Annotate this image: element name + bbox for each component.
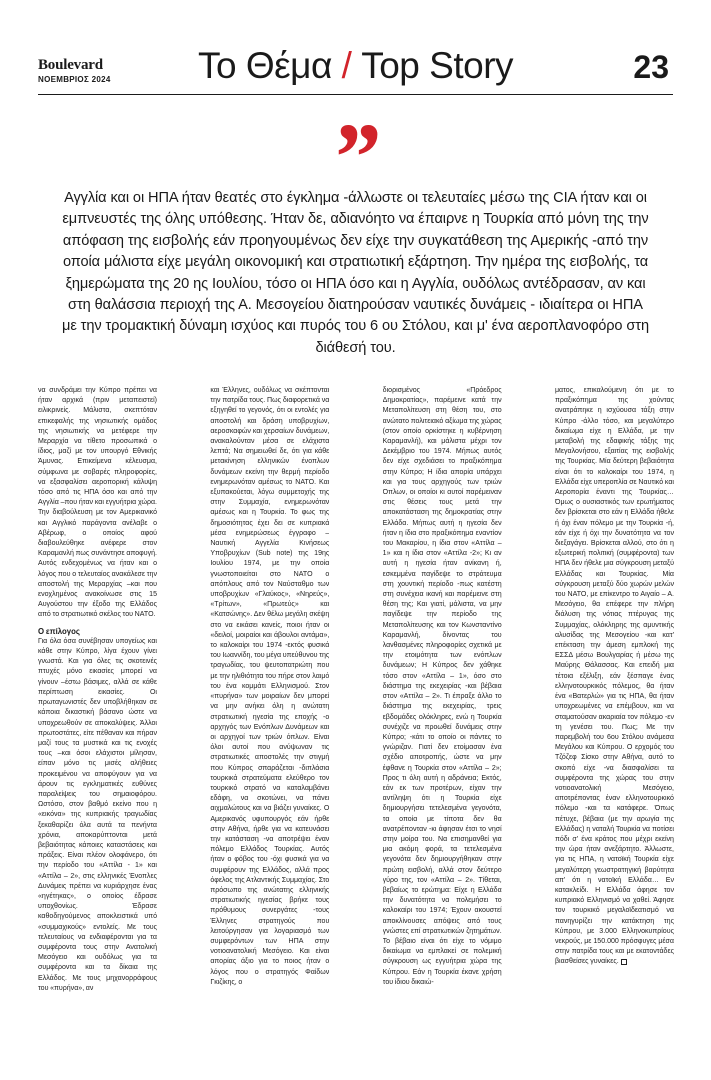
article-column-3 bbox=[383, 386, 502, 1066]
section-title-right: Top Story bbox=[361, 45, 514, 86]
subheading: Ο επίλογος bbox=[38, 626, 80, 636]
article-column-4 bbox=[555, 386, 674, 1066]
issue-date: ΝΟΕΜΒΡΙΟΣ 2024 bbox=[38, 75, 111, 84]
article-paragraph: να συνδράμει την Κύπρο πρέπει να ήταν αρχικά (πριν μεταπειστεί) ειλικρινείς. Μάλιστα, σκεπτόταν επικεφαλής της νησιωτικής ομάδος της νησιωτικής να μετέφερε την Μεραρχία να τίθετο προσωπικά ο ίδιος, μαζί με τον υπουργό Εθνικής Άμυνας. Επικείμενα κέλευσμα, σύμφωνα με σοβαρές πληροφορίες, να εξασφαλίσει αεροπορική κάλυψη τόσο από τις ΗΠΑ όσο και από την Αγγλία –που ήταν και εγγυήτρια χώρα. Την διαβούλευση με τον Αμερικανικό και Αγγλικό παράγοντα ανέλαβε ο Αβέρωφ, ο οποίος αφού διαβουλεύθηκε ανέφερε στον Καραμανλή πως συνάντησε αποφυγή. Αυτός ενδεχομένως να ήταν και ο λόγος που ο τελευταίος ανακάλεσε την αποστολή της Μεραρχίας –και που ενοχλημένος ανακοίνωσε στις 15 Αυγούστου την έξοδο της Ελλάδος από το στρατιωτικό σκέλος του ΝΑΤΟ. bbox=[38, 387, 157, 619]
page-number: 23 bbox=[633, 49, 669, 85]
brand-name: Boulevard bbox=[38, 57, 103, 73]
article-paragraph: Για όλα όσα συνέβησαν υπογείως και κάθε στην Κύπρο, λίγα έχουν γίνει γνωστά. Και για όλες τις σκοτεινές πτυχές μόνο εικασίες μπορεί να γίνουν –έστω βάσιμες, αλλά σε κάθε περίπτωση εικασίες. Οι πρωταγωνιστές δεν υποβλήθηκαν σε κάποια δικαστική βάσανο ώστε να υποχρεωθούν σε αποκαλύψεις. Άλλοι πρωτοστάτες, είτε πέθαναν και πήραν μαζί τους τα μυστικά και τις ενοχές τους –και όσοι ελάχιστοι μίλησαν, είπαν μόνο τις μισές αλήθειες προκειμένου να αποφύγουν για να άρουν τις εγκληματικές ευθύνες παραλείψεις του σημαιοφόρου. Ωστόσο, στον βαθμό εκείνο που η «εικόνα» της κυπριακής τραγωδίας ξεκαθαρίζει όλα αυτά τα πενήντα χρόνια, αποκαρύπτονται μετά βεβαιότητας κάποιες καταστάσεις και πράξεις. Είναι πλέον ολοφάνερο, ότι την περίοδο του «Αττίλα - 1» και «Αττίλα – 2», στις ελληνικές Ένοπλες Δυνάμεις πρέπει να κυριάρχησε ένας «ηγέτηκας», ο οποίος έδρασε υποχθονίως. Έδρασε καθοδηγούμενος αποκλειστικά υπό «συμμαχικούς» εντολείς. Με τους τελευταίους να ενδιαφέρονται για τα συμφέροντα τους στην Ανατολική Μεσόγειο και ουδόλως για τα συμφέροντα και τα δίκαια της Ελλάδος. Με τους μηχανορράφους του «πυρήνα», αν bbox=[38, 637, 157, 992]
section-title bbox=[0, 44, 711, 88]
section-title-slash: / bbox=[341, 45, 352, 86]
article-paragraph: και Έλληνες, ουδόλως να σκέπτονται την πατρίδα τους. Πως διαφορετικά να εξηγηθεί το γεγονός, ότι οι εντολές για αποστολή και δράση υποβρυχίων, αεροσκαφών και χερσαίων δυνάμεων, ανακαλούνταν μέσα σε ελάχιστα λεπτά; Να σημειωθεί δε, ότι για κάθε μετακίνηση ελληνικών ένοπλων δυνάμεων εκείνη την θερμή περίοδο ενημερωνόταν αμέσως το ΝΑΤΟ. Και εξυπακούεται, λόγω συμμετοχής της στην Συμμαχία, ενημερωνόταν αμέσως και η Τουρκία. Το φως της δημοσιότητας έχει δει σε κυπριακά μέσα ενημερώσεως έγγραφο – Ναυτική Αγγελία Κινήσεως Υποβρυχίων (Sub note) της 19ης Ιουλίου 1974, με την οποία γνωστοποιείται στο ΝΑΤΟ ο απόπλους από τον Ναύσταθμο των υποβρυχίων «Γλαύκος», «Νηρεύς», «Τρίτων», «Πρωτεύς» και «Κατσώνης». Δεν θέλω μεγάλη σκέψη στο να εικάσει κανείς, ποιοι ήταν οι «δειλοί, μοιραίοι και άβουλοι αντάμα», το καλοκαίρι του 1974 -εκτός φυσικά του Ιωαννίδη, του μέγα υπεύθυνου της τραγωδίας, του ψευτοπατριώτη που με την ηλιθιότητα του πήρε στον λαιμό του ένα κομμάτι Ελληνισμού. Στον «πυρήνα» των μοιραίων δεν μπορεί να μην ανήκει όλη η ανώτατη στρατιωτική ηγεσία της εποχής -ο αρχηγός των Ενόπλων Δυνάμεων και οι αρχηγοί των τριών όπλων. Είναι όλοι αυτοί που ανύψωναν τις στρατιωτικές αποστολές την στιγμή που Κύπρος σπαράζεται -διπλάσια τουρκικά στρατεύματα ελεύθερο τον τουρκικό στρατό να καταλαμβάνει εδάφη, να σκοτώνει, να πάνει αιχμαλώτους και να βιάζει γυναίκες. Ο Αμερικανός υφυπουργός εάν ήρθε στην Αθήνα, ήρθε για να κατευνάσει την κατάσταση -να αποτρέψει έναν πόλεμο Ελλάδος Τουρκίας. Αυτός ήταν ο φόβος του -όχι φυσικά για να συμφέρουν της Ελλάδος, αλλά προς όφελος της Ατλαντικής Συμμαχίας. Στο πρόσωπο της ανώτατης ελληνικής στρατιωτικής ηγεσίας βρήκε τους πρόθυμους συνεργάτες -τους Έλληνες στρατηγούς που λειτούργησαν για λογαριασμό των συμφερόντων των ΗΠΑ στην νοτιοανατολική Μεσόγειο. Και είναι απορίας άξιο για το ποιος ήταν ο λόγος που ο στρατηγός Φαίδων Γκιζίκης, ο bbox=[210, 387, 330, 986]
article-paragraph bbox=[555, 386, 674, 968]
end-mark-icon bbox=[621, 959, 627, 965]
quote-mark-icon: ” bbox=[330, 104, 379, 212]
article-paragraph: διορισμένος «Πρόεδρος Δημοκρατίας», παρέμεινε κατά την Μεταπολίτευση στη θέση του, στο ανώτατο πολιτειακό αξίωμα της χώρας (στον οποίο ορκίστηκε η κυβέρνηση Καραμανλή), και μάλιστα μέχρι τον Δεκέμβριο του 1974. Μήπως αυτός δεν είχε σχεδιάσει το πραξικόπημα στην Κύπρο; Η ίδια απορία υπάρχει και για τους αρχηγούς των τριών Όπλων, οι οποίοι κι αυτοί παρέμειναν στις θέσεις τους μετά την αποκατάσταση της δημοκρατίας στην Ελλάδα. Μήπως αυτή η ηγεσία δεν ήταν η ίδια στο πραξικόπημα εναντίον του Μακαρίου, η ίδια στον «Αττίλα – 1» και η ίδια στον «Αττίλα -2»; Κι αν αυτή η ηγεσία ήταν ανίκανη ή, εσκεμμένα παγίδεψε το στράτευμα στη χουντική περίοδο -πως κατέστη στη συνέχεια ικανή και παρέμεινε στη θέση της; Και γιατί, μάλιστα, να μην παγίδεψε την περίοδο της Μεταπολίτευσης και τον Κωνσταντίνο Καραμανλή, δίνοντας του λανθασμένες πληροφορίες σχετικά με την ετοιμότητα των ενόπλων δυνάμεων; Η Κύπρος δεν χάθηκε τόσο στον «Αττίλα – 1», όσο στο διάστημα της εκεχειρίας -και βέβαια στον «Αττίλα – 2». Τι έπραξε άλλο το διάστημα της εκεχειρίας, τρεις εβδομάδες ολόκληρες, ενώ η Τουρκία συνέχιζε να προωθεί δυνάμεις στην Κύπρο; -κάτι το οποίο οι πάντες το γνώριζαν. Γιατί δεν ετοίμασαν ένα σχέδιο αποτροπής, ώστε να μην έφθανε η Τουρκία στον «Αττίλα – 2»; Προς τι όλη αυτή η αδράνεια; Εκτός, εάν εκ των προτέρων, είχαν την αντίληψη ότι η Τουρκία είχε δημιουργήσει τετελεσμένα γεγονότα, τα οποία με τίποτα δεν θα ανατρέπονταν -κι άφησαν έτσι το νησί στην μοίρα του. Να επισημανθεί για μια ακόμη φορά, τα τετελεσμένα γεγονότα δεν δημιουργήθηκαν στην πρώτη εισβολή, αλλά στον δεύτερο γύρο της, τον «Αττίλα – 2». Τίθεται, βεβαίως το ερώτημα: Είχε η Ελλάδα την δυνατότητα να πολεμήσει το καλοκαίρι του 1974; Έχουν ακουστεί αποκλίνουσες απόψεις από τους γνώστες επί στρατιωτικών ζητημάτων. Το βέβαιο είναι ότι είχε το νόμιμο δικαίωμα να εμπλακεί σε πολεμική σύγκρουση ως εγγυήτρια χώρα της Κύπρου. Εάν η Τουρκία έκανε χρήση του ίδιου δικαιώ- bbox=[382, 387, 502, 986]
section-title-left: Το Θέμα bbox=[197, 45, 332, 86]
article-column-1 bbox=[38, 386, 157, 1066]
pull-quote: Αγγλία και οι ΗΠΑ ήταν θεατές στο έγκλημα -άλλωστε οι τελευταίες μέσω της CIA ήταν και οι εμπνευστές της όλης υπόθεσης. Ήταν δε, αδιανόητο να έπαιρνε η Τουρκία από μόνη της την απόφαση της εισβολής εάν προηγουμένως δεν είχε την συγκατάθεση της Αμερικής -από την οποία μάλιστα είχε μεγάλη οικονομική και στρατιωτική εξάρτηση. Την ημέρα της εισβολής, τα ξημερώματα της 20 ης Ιουλίου, τόσο οι ΗΠΑ όσο και η Αγγλία, ουδόλως αντέδρασαν, αν και στη θαλάσσια περιοχή της Α. Μεσογείου διατηρούσαν ναυτικές δυνάμεις - ιδιαίτερα οι ΗΠΑ με την τρομακτική δύναμη ισχύος και πυρός του 6 ου Στόλου, και μ' ένα αεροπλανοφόρο στη διάθεσή του. bbox=[62, 190, 649, 356]
article-column-2 bbox=[210, 386, 329, 1066]
article-paragraph-text: ματος, επικαλούμενη ότι με το πραξικόπημα της χούντας ανατράπηκε η ισχύουσα τάξη στην Κύπρο -άλλο τόσο, και μεγαλύτερο δικαίωμα είχε η Ελλάδα, με την μεταβολή της εδαφικής τάξης της Μεγαλονήσου, εξαιτίας της εισβολής της Τουρκίας. Μία δεύτερη βεβαιότητα είναι ότι το καλοκαίρι του 1974, η Ελλάδα είχε υπεροπλία σε Ναυτικό και Αεροπορία έναντι της Τουρκίας… Όμως ο ουσιαστικός των ερωτήματος δεν βρίσκεται στο εάν η Ελλάδα ήθελε ή όχι έναν πόλεμο με την Τουρκία -ή, εάν είχε ή όχι την δυνατότητα να τον διεξαγάγει. Βρίσκεται αλλού, στο ότι η εξωτερική πολιτική (συμφέροντα) των ΗΠΑ δεν ήθελε μια σύγκρουση μεταξύ Ελλάδας και Τουρκίας. Μία σύγκρουση μεταξύ δύο χωρών μελών του ΝΑΤΟ, με επίκεντρο το Αιγαίο – Α. Μεσόγειο, θα επέφερε την πλήρη διάλυση της νότιας πτέρυγας της Συμμαχίας, ολόκληρης της αμυντικής αλυσίδας της Μεσογείου -και κατ' επέκταση την άμεση εμπλοκή της ΕΣΣΔ μέσω Βουλγαρίας ή μέσω της Μαύρης Θάλασσας. Και επειδή μια τέτοια εξέλιξη, εάν ξέσπαγε ένας ελληνοτουρκικός πόλεμος, θα ήταν ένα «Βατερλώ» για τις ΗΠΑ, θα ήταν υποχρεωμένες να επέμβουν, και να σταματούσαν ακαριαία τον πόλεμο -εν τη γενέσει του. Πως; Με την παρεμβολή του 6ου Στόλου ανάμεσα Μεγάλου και Κύπρου. Ο ερχομός του Τζόζεφ Σίσκο στην Αθήνα, αυτό το σκοπό είχε -να διασφαλίσει τα συμφέροντα της χώρας του στην νοτιοανατολική Μεσόγειο, αποτρέποντας έναν ελληνοτουρκικό πόλεμο -και τα κατάφερε. Όπως πέτυχε, βέβαια (με την αρωγία της Ελλάδας) η ναταλή Τουρκία να ποτίσει πόδι σ' ένα κράτος που μέχρι εκείνη την ώρα ήταν ανεξάρτητο. Άλλωστε, για τις ΗΠΑ, η νατοϊκή Τουρκία είχε μεγαλύτερη γεωστρατηγική βαρύτητα απ' ότι η νατοϊκή Ελλάδα… Εν κατακλείδι. Η Ελλάδα άφησε τον κυπριακό Ελληνισμό να χαθεί. Άφησε τον τουρκικό μεγαλοϊδεατισμό να πανηγυρίζει την κατάκτηση της Κύπρου, με 3.000 Ελληνοκυπρίους νεκρούς, με 150.000 πρόσφυγες μέσα στην πατρίδα τους και με εκατοντάδες βιασθείσες γυναίκες. bbox=[554, 387, 674, 966]
article-body bbox=[38, 386, 674, 1066]
header-divider bbox=[38, 94, 673, 95]
page-header bbox=[0, 0, 711, 108]
